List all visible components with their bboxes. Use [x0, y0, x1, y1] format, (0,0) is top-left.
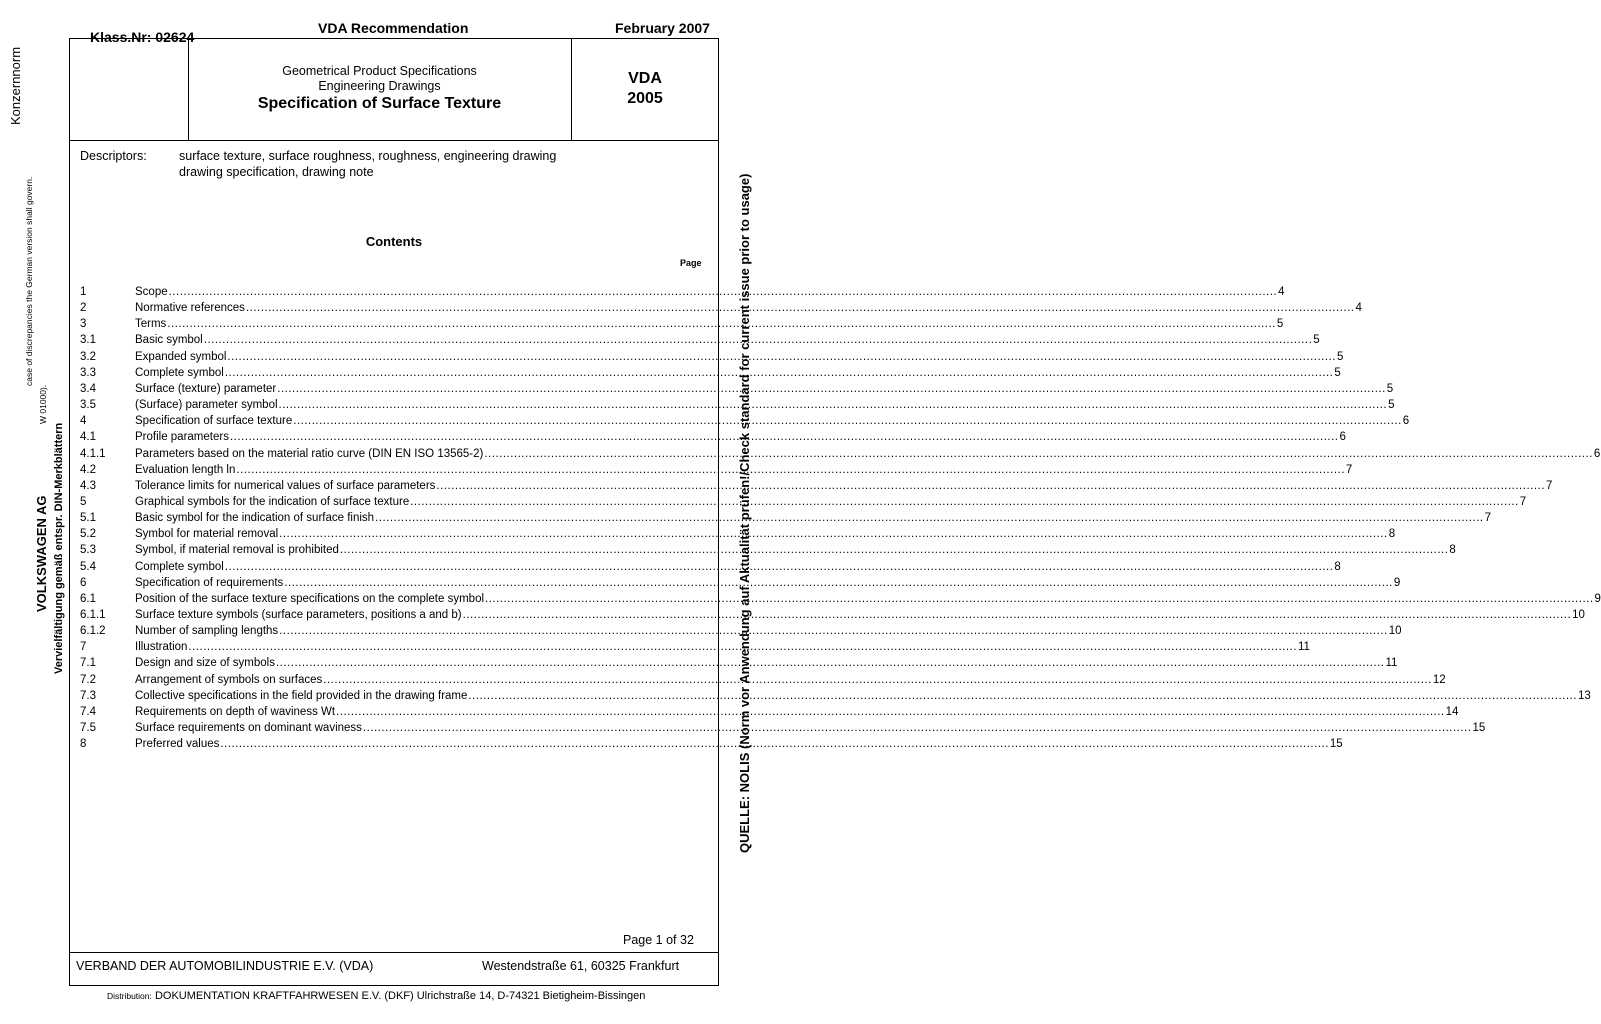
distribution-label: Distribution:	[107, 991, 152, 1001]
toc-number: 4.3	[80, 479, 96, 492]
toc-title: Preferred values	[135, 738, 220, 751]
toc-number: 7	[80, 641, 87, 654]
toc-title: Arrangement of symbols on surfaces	[135, 673, 323, 686]
toc-number: 3.3	[80, 366, 96, 379]
toc-number: 2	[80, 302, 87, 315]
toc-number: 7.5	[80, 722, 96, 735]
toc-title: Specification of surface texture	[135, 415, 293, 428]
toc-title: Illustration	[135, 641, 188, 654]
toc-leader-dots: ............................................................................................................................................................................................................................................................................................................	[410, 495, 1519, 508]
toc-number: 6	[80, 576, 87, 589]
toc-title: Basic symbol	[135, 334, 203, 347]
toc-number: 7.3	[80, 689, 96, 702]
toc-number: 5.4	[80, 560, 96, 573]
toc-number: 5	[80, 495, 87, 508]
toc-number: 5.3	[80, 544, 96, 557]
toc-page-number: 5	[1388, 399, 1395, 412]
toc-page-number: 8	[1388, 528, 1396, 541]
toc-entry	[80, 334, 1320, 350]
toc-title: Complete symbol	[135, 366, 224, 379]
vda-label: VDA	[628, 70, 662, 87]
toc-page-number: 9	[1594, 592, 1601, 605]
toc-number: 4	[80, 415, 87, 428]
footer-divider	[69, 952, 719, 953]
distribution-text: DOKUMENTATION KRAFTFAHRWESEN E.V. (DKF) Ulrichstraße 14, D-74321 Bietigheim-Bissingen	[154, 990, 646, 1002]
toc-number: 6.1	[80, 592, 96, 605]
toc-number: 1	[80, 286, 87, 298]
toc-number: 3.5	[80, 399, 96, 412]
toc-page-number: 8	[1334, 560, 1341, 573]
toc-page-number: 6	[1593, 447, 1601, 460]
toc-entry	[80, 705, 1459, 722]
toc-entry	[80, 689, 1591, 706]
toc-page-number: 11	[1297, 641, 1310, 654]
vda-number: 2005	[627, 90, 663, 107]
toc-title: Parameters based on the material ratio curve (DIN EN ISO 13565-2)	[135, 447, 484, 460]
toc-page-number: 5	[1276, 318, 1284, 331]
toc-number: 7.4	[80, 705, 96, 718]
recommendation-label: VDA Recommendation	[318, 20, 469, 36]
klass-number: Klass.Nr: 02624	[90, 29, 195, 45]
toc-leader-dots: ............................................................................................................................................................................................................................................................................................................	[462, 609, 1572, 621]
toc-page-number: 8	[1449, 544, 1456, 557]
toc-title: Graphical symbols for the indication of surface texture	[135, 495, 410, 508]
toc-title: Surface texture symbols (surface parameters, positions a and b)	[135, 609, 462, 621]
toc-page-number: 5	[1386, 382, 1394, 395]
toc-leader-dots: ............................................................................................................................................................................................................................................................................................................	[220, 738, 1329, 751]
toc-page-number: 9	[1393, 576, 1401, 589]
toc-page-number: 4	[1355, 302, 1362, 315]
toc-leader-dots: ............................................................................................................................................................................................................................................................................................................	[167, 318, 1276, 331]
toc-number: 4.1.1	[80, 447, 106, 460]
toc-entry	[80, 350, 1344, 367]
toc-entry	[80, 512, 1491, 528]
toc-title: Profile parameters	[135, 431, 229, 444]
toc-entry	[80, 382, 1394, 399]
page-number: Page 1 of 32	[623, 933, 694, 947]
toc-leader-dots: ............................................................................................................................................................................................................................................................................................................	[279, 625, 1388, 638]
w01000-note: W 01000).	[38, 384, 48, 424]
toc-entry	[80, 463, 1353, 480]
title-line-2: Engineering Drawings	[318, 79, 441, 93]
toc-leader-dots: ............................................................................................................................................................................................................................................................................................................	[284, 576, 1393, 589]
toc-title: (Surface) parameter symbol	[135, 399, 278, 412]
reproduction-note: Vervielfältigung gemäß entspr. DIN-Merkblättern	[53, 422, 65, 674]
toc-number: 4.2	[80, 463, 96, 476]
toc-leader-dots: ............................................................................................................................................................................................................................................................................................................	[168, 286, 1278, 298]
toc-leader-dots: ............................................................................................................................................................................................................................................................................................................	[484, 447, 1593, 460]
toc-leader-dots: ............................................................................................................................................................................................................................................................................................................	[485, 592, 1594, 605]
toc-page-number: 15	[1472, 722, 1486, 735]
toc-page-number: 6	[1402, 415, 1410, 428]
toc-number: 7.2	[80, 673, 96, 686]
toc-entry	[80, 479, 1553, 496]
toc-title: Design and size of symbols	[135, 657, 275, 670]
toc-number: 6.1.1	[80, 609, 106, 621]
toc-leader-dots: ............................................................................................................................................................................................................................................................................................................	[188, 641, 1297, 654]
descriptors-line-2: drawing specification, drawing note	[179, 165, 374, 179]
toc-leader-dots: ............................................................................................................................................................................................................................................................................................................	[323, 673, 1432, 686]
toc-entry	[80, 625, 1402, 641]
toc-title: Basic symbol for the indication of surface finish	[135, 512, 375, 525]
toc-entry	[80, 318, 1284, 334]
toc-leader-dots: ............................................................................................................................................................................................................................................................................................................	[229, 431, 1339, 444]
konzernnorm-label: Konzernnorm	[8, 46, 23, 125]
toc-page-number: 14	[1445, 705, 1459, 718]
toc-leader-dots: ............................................................................................................................................................................................................................................................................................................	[245, 302, 1355, 315]
toc-title: Surface (texture) parameter	[135, 382, 277, 395]
toc-title: Normative references	[135, 302, 245, 315]
toc-page-number: 6	[1339, 431, 1346, 444]
toc-leader-dots: ............................................................................................................................................................................................................................................................................................................	[278, 399, 1388, 412]
toc-leader-dots: ............................................................................................................................................................................................................................................................................................................	[293, 415, 1402, 428]
toc-page-number: 5	[1334, 366, 1341, 379]
toc-leader-dots: ............................................................................................................................................................................................................................................................................................................	[227, 350, 1336, 363]
toc-page-number: 10	[1572, 609, 1585, 621]
toc-entry	[80, 302, 1362, 318]
toc-number: 6.1.2	[80, 625, 106, 638]
toc-number: 8	[80, 738, 87, 751]
toc-title: Collective specifications in the field provided in the drawing frame	[135, 689, 468, 702]
toc-entry	[80, 592, 1601, 609]
toc-title: Tolerance limits for numerical values of surface parameters	[135, 479, 436, 492]
title-block-right-divider	[571, 38, 572, 140]
toc-title: Number of sampling lengths	[135, 625, 279, 638]
toc-leader-dots: ............................................................................................................................................................................................................................................................................................................	[339, 544, 1449, 557]
toc-entry	[80, 738, 1343, 754]
toc-title: Expanded symbol	[135, 350, 227, 363]
toc-title: Position of the surface texture specifications on the complete symbol	[135, 592, 485, 605]
toc-entry	[80, 722, 1486, 738]
toc-page-number: 7	[1484, 512, 1491, 525]
toc-number: 3.4	[80, 382, 96, 395]
footer-address: Westendstraße 61, 60325 Frankfurt	[482, 959, 680, 973]
toc-entry	[80, 657, 1398, 673]
contents-page-label: Page	[680, 258, 702, 268]
toc-title: Symbol for material removal	[135, 528, 279, 541]
toc-entry	[80, 415, 1410, 431]
toc-title: Scope	[135, 286, 168, 298]
toc-title: Surface requirements on dominant waviness	[135, 722, 362, 735]
toc-number: 5.2	[80, 528, 96, 541]
toc-entry	[80, 641, 1310, 657]
contents-heading: Contents	[365, 234, 423, 249]
discrepancy-note: case of discrepancies the German version shall govern.	[24, 176, 34, 386]
toc-leader-dots: ............................................................................................................................................................................................................................................................................................................	[224, 560, 1334, 573]
toc-leader-dots: ............................................................................................................................................................................................................................................................................................................	[224, 366, 1334, 379]
toc-entry	[80, 673, 1446, 690]
toc-entry	[80, 431, 1346, 447]
document-date: February 2007	[615, 20, 710, 36]
distribution-line	[107, 990, 645, 1002]
toc-number: 3.1	[80, 334, 96, 347]
document-title: Specification of Surface Texture	[257, 95, 502, 112]
toc-title: Terms	[135, 318, 167, 331]
toc-number: 7.1	[80, 657, 96, 670]
toc-entry	[80, 366, 1341, 383]
footer-organization: VERBAND DER AUTOMOBILINDUSTRIE E.V. (VDA)	[76, 959, 374, 973]
toc-title: Specification of requirements	[135, 576, 284, 589]
toc-number: 3.2	[80, 350, 96, 363]
toc-entry	[80, 544, 1456, 560]
toc-leader-dots: ............................................................................................................................................................................................................................................................................................................	[277, 382, 1386, 395]
descriptors-line-1: surface texture, surface roughness, roughness, engineering drawing	[179, 149, 557, 163]
toc-page-number: 5	[1336, 350, 1344, 363]
toc-page-number: 15	[1329, 738, 1343, 751]
toc-entry	[80, 576, 1401, 593]
title-block-divider	[69, 140, 719, 141]
descriptors-label: Descriptors:	[80, 149, 147, 163]
toc-leader-dots: ............................................................................................................................................................................................................................................................................................................	[279, 528, 1388, 541]
toc-page-number: 7	[1519, 495, 1527, 508]
toc-entry	[80, 609, 1585, 625]
toc-entry	[80, 495, 1527, 512]
title-line-1: Geometrical Product Specifications	[282, 64, 477, 78]
toc-title: Evaluation length ln	[135, 463, 236, 476]
toc-page-number: 7	[1545, 479, 1553, 492]
toc-number: 5.1	[80, 512, 96, 525]
toc-title: Requirements on depth of waviness Wt	[135, 705, 336, 718]
toc-entry	[80, 447, 1601, 464]
toc-page-number: 10	[1388, 625, 1402, 638]
toc-page-number: 11	[1385, 657, 1398, 670]
source-note: QUELLE: NOLIS (Norm vor Anwendung auf Aktualität prüfen!/Check standard for current issue prior to usage)	[737, 173, 752, 853]
toc-entry	[80, 286, 1285, 302]
toc-entry	[80, 528, 1396, 544]
toc-page-number: 12	[1432, 673, 1446, 686]
toc-entry	[80, 399, 1395, 415]
toc-leader-dots: ............................................................................................................................................................................................................................................................................................................	[275, 657, 1385, 670]
toc-number: 4.1	[80, 431, 96, 444]
toc-leader-dots: ............................................................................................................................................................................................................................................................................................................	[203, 334, 1313, 347]
toc-page-number: 5	[1313, 334, 1320, 347]
toc-leader-dots: ............................................................................................................................................................................................................................................................................................................	[362, 722, 1472, 735]
toc-title: Complete symbol	[135, 560, 224, 573]
toc-leader-dots: ............................................................................................................................................................................................................................................................................................................	[236, 463, 1345, 476]
toc-leader-dots: ............................................................................................................................................................................................................................................................................................................	[336, 705, 1445, 718]
toc-page-number: 7	[1345, 463, 1353, 476]
toc-page-number: 4	[1278, 286, 1285, 298]
volkswagen-label: VOLKSWAGEN AG	[34, 495, 49, 612]
toc-entry	[80, 560, 1341, 577]
toc-leader-dots: ............................................................................................................................................................................................................................................................................................................	[436, 479, 1545, 492]
toc-leader-dots: ............................................................................................................................................................................................................................................................................................................	[375, 512, 1484, 525]
toc-number: 3	[80, 318, 87, 331]
toc-title: Symbol, if material removal is prohibited	[135, 544, 339, 557]
toc-page-number: 13	[1577, 689, 1591, 702]
toc-leader-dots: ............................................................................................................................................................................................................................................................................................................	[468, 689, 1577, 702]
